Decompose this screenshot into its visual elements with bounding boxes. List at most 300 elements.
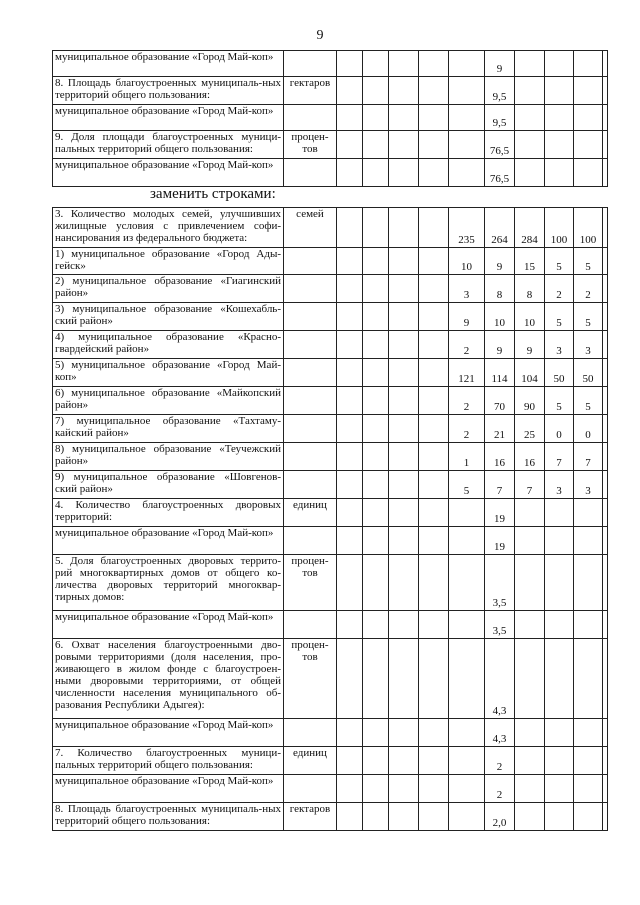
indicator-name-cell: 3. Количество молодых семей, улучшивших жилищные условия с привлечением софи-нансирования из федерального бюджета:	[53, 208, 284, 248]
value-cell	[603, 275, 608, 303]
value-cell	[545, 159, 574, 187]
unit-cell	[284, 303, 337, 331]
value-cell	[449, 775, 485, 803]
indicator-name-cell: 8. Площадь благоустроенных муниципаль-ных территорий общего пользования:	[53, 77, 284, 105]
value-cell	[574, 77, 603, 105]
indicator-name-cell: муниципальное образование «Город Май-коп»	[53, 611, 284, 639]
value-cell	[515, 639, 545, 719]
value-cell	[389, 747, 419, 775]
table-row	[53, 611, 608, 639]
value-cell: 3	[574, 471, 603, 499]
value-cell	[603, 527, 608, 555]
value-cell: 9,5	[485, 105, 515, 131]
value-cell	[545, 719, 574, 747]
value-cell	[363, 803, 389, 831]
value-cell	[363, 359, 389, 387]
value-cell	[545, 499, 574, 527]
value-cell	[449, 527, 485, 555]
value-cell: 90	[515, 387, 545, 415]
value-cell	[419, 775, 449, 803]
value-cell: 100	[574, 208, 603, 248]
value-cell	[389, 499, 419, 527]
value-cell	[545, 555, 574, 611]
value-cell	[389, 248, 419, 275]
value-cell	[389, 527, 419, 555]
value-cell	[603, 303, 608, 331]
value-cell	[419, 555, 449, 611]
indicator-name-cell: 2) муниципальное образование «Гиагинский район»	[53, 275, 284, 303]
value-cell: 9	[515, 331, 545, 359]
value-cell	[389, 208, 419, 248]
value-cell: 21	[485, 415, 515, 443]
value-cell	[337, 803, 363, 831]
value-cell	[545, 527, 574, 555]
value-cell	[419, 443, 449, 471]
value-cell	[337, 611, 363, 639]
indicator-name-cell: 7. Количество благоустроенных муници-пальных территорий общего пользования:	[53, 747, 284, 775]
indicator-name-cell: муниципальное образование «Город Май-коп»	[53, 775, 284, 803]
indicator-name-cell: 7) муниципальное образование «Тахтаму-кайский район»	[53, 415, 284, 443]
value-cell	[419, 77, 449, 105]
value-cell	[419, 331, 449, 359]
value-cell	[574, 499, 603, 527]
value-cell: 5	[545, 303, 574, 331]
value-cell	[389, 719, 419, 747]
value-cell: 3	[449, 275, 485, 303]
value-cell	[363, 105, 389, 131]
value-cell	[363, 415, 389, 443]
value-cell	[337, 77, 363, 105]
value-cell: 76,5	[485, 159, 515, 187]
value-cell	[515, 555, 545, 611]
value-cell	[515, 77, 545, 105]
value-cell	[603, 499, 608, 527]
value-cell	[545, 639, 574, 719]
value-cell	[363, 303, 389, 331]
indicator-name-cell: 5) муниципальное образование «Город Май-коп»	[53, 359, 284, 387]
value-cell	[574, 105, 603, 131]
value-cell	[389, 415, 419, 443]
unit-cell	[284, 775, 337, 803]
value-cell: 2	[485, 747, 515, 775]
value-cell	[449, 499, 485, 527]
value-cell: 3	[545, 471, 574, 499]
value-cell: 3	[574, 331, 603, 359]
value-cell	[337, 555, 363, 611]
table-row	[53, 275, 608, 303]
value-cell: 10	[515, 303, 545, 331]
value-cell: 3,5	[485, 611, 515, 639]
value-cell	[603, 387, 608, 415]
table-row	[53, 527, 608, 555]
value-cell	[419, 51, 449, 77]
table-row	[53, 555, 608, 611]
unit-cell	[284, 51, 337, 77]
unit-cell	[284, 719, 337, 747]
value-cell: 264	[485, 208, 515, 248]
table-row	[53, 415, 608, 443]
value-cell	[574, 159, 603, 187]
value-cell	[603, 443, 608, 471]
value-cell	[603, 51, 608, 77]
value-cell: 2	[485, 775, 515, 803]
indicator-name-cell: 4. Количество благоустроенных дворовых территорий:	[53, 499, 284, 527]
value-cell	[603, 331, 608, 359]
value-cell: 10	[449, 248, 485, 275]
unit-cell	[284, 415, 337, 443]
value-cell: 4,3	[485, 639, 515, 719]
value-cell: 16	[515, 443, 545, 471]
value-cell: 70	[485, 387, 515, 415]
indicator-name-cell: 1) муниципальное образование «Город Ады-гейск»	[53, 248, 284, 275]
value-cell	[449, 555, 485, 611]
value-cell: 2	[574, 275, 603, 303]
value-cell	[419, 471, 449, 499]
table-row	[53, 387, 608, 415]
value-cell	[449, 639, 485, 719]
value-cell	[389, 775, 419, 803]
value-cell	[449, 131, 485, 159]
value-cell: 121	[449, 359, 485, 387]
value-cell: 5	[545, 387, 574, 415]
value-cell	[574, 639, 603, 719]
value-cell	[337, 248, 363, 275]
value-cell: 19	[485, 527, 515, 555]
value-cell: 10	[485, 303, 515, 331]
value-cell	[363, 387, 389, 415]
value-cell	[389, 639, 419, 719]
value-cell	[337, 105, 363, 131]
value-cell	[337, 51, 363, 77]
value-cell	[363, 555, 389, 611]
value-cell: 8	[485, 275, 515, 303]
unit-cell: единиц	[284, 499, 337, 527]
value-cell	[363, 527, 389, 555]
table-row	[53, 303, 608, 331]
value-cell	[574, 51, 603, 77]
value-cell: 104	[515, 359, 545, 387]
value-cell	[337, 747, 363, 775]
value-cell	[363, 131, 389, 159]
table-row	[53, 105, 608, 131]
value-cell: 3,5	[485, 555, 515, 611]
value-cell	[389, 131, 419, 159]
value-cell	[515, 527, 545, 555]
value-cell	[363, 611, 389, 639]
value-cell: 5	[449, 471, 485, 499]
value-cell	[449, 611, 485, 639]
value-cell: 5	[574, 248, 603, 275]
unit-cell	[284, 159, 337, 187]
indicator-name-cell: 3) муниципальное образование «Кошехабль-ский район»	[53, 303, 284, 331]
indicator-name-cell: 4) муниципальное образование «Красно-гвардейский район»	[53, 331, 284, 359]
value-cell	[419, 747, 449, 775]
indicator-name-cell: муниципальное образование «Город Май-коп»	[53, 105, 284, 131]
table-row	[53, 131, 608, 159]
value-cell	[389, 159, 419, 187]
value-cell	[419, 275, 449, 303]
indicator-name-cell: 8. Площадь благоустроенных муниципаль-ных территорий общего пользования:	[53, 803, 284, 831]
table-row	[53, 248, 608, 275]
value-cell	[603, 77, 608, 105]
unit-cell: единиц	[284, 747, 337, 775]
value-cell	[337, 775, 363, 803]
value-cell	[603, 555, 608, 611]
unit-cell	[284, 387, 337, 415]
indicator-name-cell: муниципальное образование «Город Май-коп»	[53, 719, 284, 747]
value-cell	[363, 639, 389, 719]
value-cell: 2	[449, 331, 485, 359]
value-cell: 2,0	[485, 803, 515, 831]
value-cell	[419, 303, 449, 331]
value-cell: 100	[545, 208, 574, 248]
value-cell	[389, 331, 419, 359]
value-cell	[419, 803, 449, 831]
value-cell	[337, 303, 363, 331]
value-cell: 25	[515, 415, 545, 443]
indicator-name-cell: 9. Доля площади благоустроенных муници-пальных территорий общего пользования:	[53, 131, 284, 159]
value-cell	[419, 131, 449, 159]
value-cell	[515, 105, 545, 131]
value-cell	[603, 415, 608, 443]
value-cell	[337, 719, 363, 747]
value-cell	[515, 499, 545, 527]
value-cell	[363, 159, 389, 187]
value-cell: 5	[574, 387, 603, 415]
value-cell	[545, 611, 574, 639]
value-cell	[545, 105, 574, 131]
unit-cell	[284, 248, 337, 275]
value-cell	[603, 131, 608, 159]
value-cell	[363, 747, 389, 775]
value-cell	[419, 208, 449, 248]
value-cell: 5	[574, 303, 603, 331]
value-cell	[515, 803, 545, 831]
value-cell	[363, 443, 389, 471]
unit-cell: процен-тов	[284, 639, 337, 719]
value-cell: 2	[449, 387, 485, 415]
value-cell	[363, 719, 389, 747]
table-row	[53, 331, 608, 359]
value-cell: 7	[515, 471, 545, 499]
value-cell	[574, 527, 603, 555]
value-cell: 19	[485, 499, 515, 527]
value-cell	[603, 803, 608, 831]
indicator-name-cell: 8) муниципальное образование «Теучежский район»	[53, 443, 284, 471]
value-cell: 4,3	[485, 719, 515, 747]
table-row	[53, 443, 608, 471]
value-cell	[389, 555, 419, 611]
value-cell: 1	[449, 443, 485, 471]
value-cell: 2	[545, 275, 574, 303]
value-cell: 16	[485, 443, 515, 471]
value-cell	[603, 208, 608, 248]
value-cell	[337, 471, 363, 499]
table-row	[53, 159, 608, 187]
value-cell	[515, 611, 545, 639]
value-cell	[603, 105, 608, 131]
value-cell	[337, 639, 363, 719]
value-cell	[389, 303, 419, 331]
value-cell: 7	[485, 471, 515, 499]
value-cell	[419, 527, 449, 555]
value-cell	[389, 359, 419, 387]
value-cell	[389, 611, 419, 639]
value-cell	[574, 803, 603, 831]
value-cell	[419, 639, 449, 719]
table-row	[53, 77, 608, 105]
unit-cell	[284, 105, 337, 131]
indicator-name-cell: 6. Охват населения благоустроенными дво-ровыми территориями (доля населения, про-живающего в жилом фонде с благоустроен-ными дворовыми территориями, от общей численности населения муниципального об-разования Республики Адыгея):	[53, 639, 284, 719]
value-cell	[574, 611, 603, 639]
indicator-name-cell: 9) муниципальное образование «Шовгенов-ский район»	[53, 471, 284, 499]
value-cell	[389, 51, 419, 77]
value-cell	[389, 77, 419, 105]
value-cell	[545, 747, 574, 775]
value-cell: 15	[515, 248, 545, 275]
top-table	[52, 50, 608, 187]
table-row	[53, 639, 608, 719]
value-cell: 5	[545, 248, 574, 275]
unit-cell	[284, 359, 337, 387]
value-cell: 50	[574, 359, 603, 387]
value-cell: 50	[545, 359, 574, 387]
value-cell: 8	[515, 275, 545, 303]
value-cell	[337, 359, 363, 387]
value-cell	[337, 131, 363, 159]
value-cell: 0	[574, 415, 603, 443]
value-cell	[449, 719, 485, 747]
value-cell: 9,5	[485, 77, 515, 105]
value-cell	[419, 159, 449, 187]
table-row	[53, 471, 608, 499]
value-cell	[449, 105, 485, 131]
value-cell	[603, 719, 608, 747]
value-cell	[337, 208, 363, 248]
value-cell	[515, 775, 545, 803]
value-cell	[337, 331, 363, 359]
value-cell	[337, 275, 363, 303]
table-row	[53, 775, 608, 803]
page-number: 9	[316, 28, 324, 43]
value-cell	[363, 77, 389, 105]
unit-cell	[284, 471, 337, 499]
value-cell	[389, 443, 419, 471]
table-row	[53, 747, 608, 775]
table-row	[53, 208, 608, 248]
value-cell	[363, 471, 389, 499]
value-cell	[337, 387, 363, 415]
value-cell	[603, 159, 608, 187]
value-cell	[449, 51, 485, 77]
value-cell	[515, 747, 545, 775]
value-cell: 0	[545, 415, 574, 443]
value-cell	[449, 77, 485, 105]
value-cell	[545, 77, 574, 105]
value-cell	[389, 105, 419, 131]
value-cell: 7	[574, 443, 603, 471]
value-cell	[574, 775, 603, 803]
value-cell	[419, 499, 449, 527]
value-cell	[545, 803, 574, 831]
value-cell	[515, 159, 545, 187]
value-cell	[515, 51, 545, 77]
value-cell	[363, 775, 389, 803]
bottom-table	[52, 207, 608, 831]
value-cell	[337, 527, 363, 555]
value-cell	[337, 443, 363, 471]
value-cell	[574, 747, 603, 775]
value-cell	[545, 775, 574, 803]
value-cell	[363, 499, 389, 527]
value-cell	[449, 747, 485, 775]
value-cell	[515, 719, 545, 747]
value-cell	[603, 747, 608, 775]
value-cell	[574, 555, 603, 611]
value-cell	[337, 159, 363, 187]
value-cell: 7	[545, 443, 574, 471]
value-cell	[515, 131, 545, 159]
value-cell	[419, 105, 449, 131]
replace-heading: заменить строками:	[150, 186, 276, 202]
value-cell	[603, 639, 608, 719]
value-cell	[389, 471, 419, 499]
value-cell	[363, 51, 389, 77]
value-cell: 9	[485, 331, 515, 359]
value-cell	[389, 275, 419, 303]
value-cell: 284	[515, 208, 545, 248]
value-cell	[603, 471, 608, 499]
value-cell	[603, 248, 608, 275]
value-cell	[545, 51, 574, 77]
value-cell	[419, 611, 449, 639]
value-cell: 76,5	[485, 131, 515, 159]
value-cell: 2	[449, 415, 485, 443]
value-cell: 3	[545, 331, 574, 359]
table-row	[53, 803, 608, 831]
unit-cell	[284, 331, 337, 359]
unit-cell	[284, 275, 337, 303]
unit-cell	[284, 443, 337, 471]
value-cell	[449, 159, 485, 187]
value-cell	[419, 719, 449, 747]
indicator-name-cell: муниципальное образование «Город Май-коп»	[53, 159, 284, 187]
value-cell	[389, 803, 419, 831]
value-cell: 9	[485, 248, 515, 275]
unit-cell	[284, 611, 337, 639]
value-cell	[545, 131, 574, 159]
table-row	[53, 719, 608, 747]
value-cell	[603, 775, 608, 803]
value-cell	[419, 248, 449, 275]
value-cell	[363, 208, 389, 248]
value-cell: 114	[485, 359, 515, 387]
value-cell	[419, 387, 449, 415]
value-cell: 9	[449, 303, 485, 331]
table-row	[53, 51, 608, 77]
table-row	[53, 359, 608, 387]
value-cell: 235	[449, 208, 485, 248]
value-cell	[574, 131, 603, 159]
indicator-name-cell: муниципальное образование «Город Май-коп»	[53, 51, 284, 77]
indicator-name-cell: муниципальное образование «Город Май-коп»	[53, 527, 284, 555]
value-cell	[574, 719, 603, 747]
unit-cell: семей	[284, 208, 337, 248]
unit-cell: процен-тов	[284, 555, 337, 611]
value-cell	[419, 415, 449, 443]
table-row	[53, 499, 608, 527]
value-cell	[337, 415, 363, 443]
